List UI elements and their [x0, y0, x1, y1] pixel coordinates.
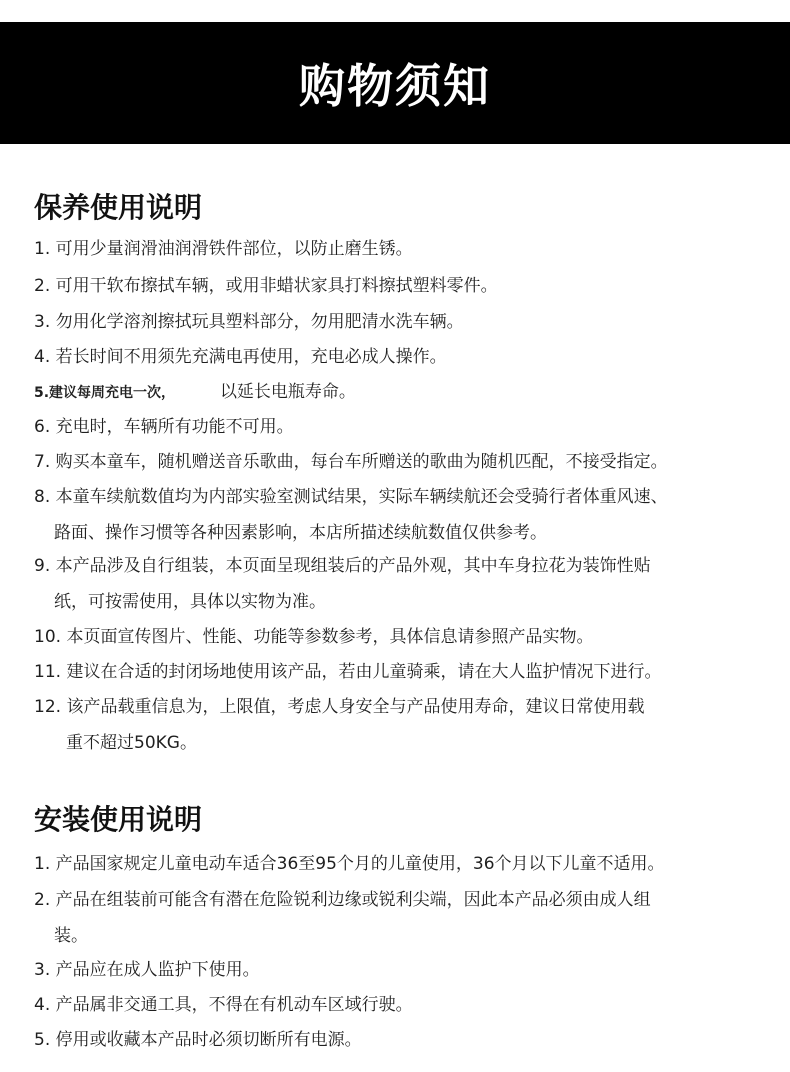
item-text-part2: 以延长电瓶寿命。: [219, 382, 356, 402]
installation-item-5: [34, 1022, 774, 1058]
item-text: 10. 本页面宣传图片、性能、功能等参数参考，具体信息请参照产品实物。: [34, 627, 594, 647]
maintenance-item-3: [34, 304, 774, 340]
item-text: 6. 充电时，车辆所有功能不可用。: [34, 417, 294, 437]
item-text: 2. 产品在组装前可能含有潜在危险锐利边缘或锐利尖端，因此本产品必须由成人组: [34, 890, 651, 910]
item-text: 4. 产品属非交通工具，不得在有机动车区域行驶。: [34, 995, 413, 1015]
maintenance-item-2: [34, 268, 774, 304]
item-text-continued: 装。: [54, 926, 88, 946]
item-text: 5. 停用或收藏本产品时必须切断所有电源。: [34, 1030, 362, 1050]
item-text-continued: 重不超过50KG。: [66, 733, 197, 753]
maintenance-item-1: [34, 231, 774, 267]
maintenance-item-12: [34, 689, 774, 761]
maintenance-item-5: [34, 374, 774, 411]
item-text-part1: 5.建议每周充电一次，: [34, 385, 176, 401]
item-text: 9. 本产品涉及自行组装，本页面呈现组装后的产品外观，其中车身拉花为装饰性贴: [34, 556, 651, 576]
item-text: 3. 产品应在成人监护下使用。: [34, 960, 260, 980]
maintenance-heading: 保养使用说明: [34, 191, 203, 224]
item-text: 12. 该产品载重信息为，上限值，考虑人身安全与产品使用寿命，建议日常使用载: [34, 697, 645, 717]
maintenance-item-6: [34, 409, 774, 445]
maintenance-item-10: [34, 619, 774, 655]
installation-item-2: [34, 882, 774, 954]
installation-item-1: [34, 846, 774, 882]
item-text: 8. 本童车续航数值均为内部实验室测试结果，实际车辆续航还会受骑行者体重风速、: [34, 487, 668, 507]
installation-item-3: [34, 952, 774, 988]
item-text-continued: 纸，可按需使用，具体以实物为准。: [54, 592, 326, 612]
maintenance-item-11: [34, 654, 774, 690]
item-text: 3. 勿用化学溶剂擦拭玩具塑料部分，勿用肥清水洗车辆。: [34, 312, 464, 332]
item-text: 4. 若长时间不用须先充满电再使用，充电必成人操作。: [34, 347, 447, 367]
item-text: 2. 可用干软布擦拭车辆，或用非蜡状家具打料擦拭塑料零件。: [34, 276, 498, 296]
item-text: 1. 可用少量润滑油润滑铁件部位，以防止磨生锈。: [34, 239, 413, 259]
maintenance-item-4: [34, 339, 774, 375]
title-banner: [0, 22, 790, 144]
page-title: 购物须知: [299, 59, 491, 113]
maintenance-item-7: [34, 444, 774, 480]
installation-heading: 安装使用说明: [34, 803, 203, 836]
item-text: 7. 购买本童车，随机赠送音乐歌曲，每台车所赠送的歌曲为随机匹配，不接受指定。: [34, 452, 668, 472]
item-text: 1. 产品国家规定儿童电动车适合36至95个月的儿童使用，36个月以下儿童不适用。: [34, 854, 665, 874]
maintenance-item-8: [34, 479, 774, 551]
installation-item-4: [34, 987, 774, 1023]
item-text-continued: 路面、操作习惯等各种因素影响，本店所描述续航数值仅供参考。: [54, 523, 547, 543]
item-text: 11. 建议在合适的封闭场地使用该产品，若由儿童骑乘，请在大人监护情况下进行。: [34, 662, 662, 682]
maintenance-item-9: [34, 548, 774, 620]
